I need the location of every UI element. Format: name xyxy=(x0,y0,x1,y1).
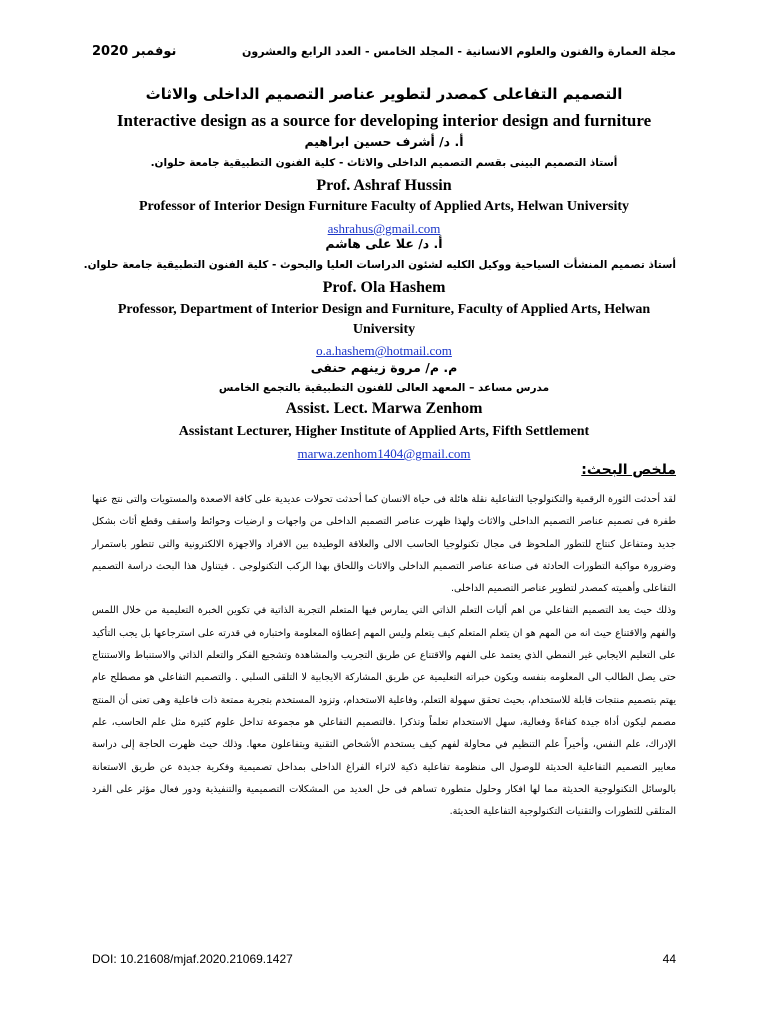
author-1-email-row xyxy=(92,218,676,237)
author-1-email-link[interactable]: ashrahus@gmail.com xyxy=(327,221,441,236)
author-3-english-affiliation: Assistant Lecturer, Higher Institute of Applied Arts, Fifth Settlement xyxy=(178,424,590,439)
doi-text: DOI: 10.21608/mjaf.2020.21069.1427 xyxy=(92,952,293,966)
author-1-arabic-affiliation: أستاذ التصميم البينى بقسم التصميم الداخلى والاثاث - كلية الفنون التطبيقية جامعة حلوان. xyxy=(150,157,618,169)
author-3-arabic-affiliation: مدرس مساعد – المعهد العالى للفنون التطبيقية بالتجمع الخامس xyxy=(218,382,550,394)
author-2-arabic-name: أ. د/ علا على هاشم xyxy=(325,236,443,251)
page-number: 44 xyxy=(662,952,676,966)
author-1-english-affiliation: Professor of Interior Design Furniture Faculty of Applied Arts, Helwan University xyxy=(138,199,630,214)
author-3-english-name: Assist. Lect. Marwa Zenhom xyxy=(285,400,483,417)
author-2-email-row xyxy=(92,340,676,359)
abstract-heading: ملخص البحث: xyxy=(581,462,676,478)
author-2-email-link[interactable]: o.a.hashem@hotmail.com xyxy=(316,343,452,358)
author-2-english-affiliation: Professor, Department of Interior Design and Furniture, Faculty of Applied Arts, Helwan University xyxy=(117,302,651,337)
author-3-email-link[interactable]: marwa.zenhom1404@gmail.com xyxy=(297,446,471,461)
page-footer xyxy=(92,952,676,966)
author-3-arabic-name: م. م/ مروة زينهم حنفى xyxy=(310,360,458,375)
english-title: Interactive design as a source for developing interior design and furniture xyxy=(116,111,652,130)
running-header xyxy=(92,44,676,59)
author-3-email-row xyxy=(92,443,676,462)
abstract-paragraph-1: لقد أحدثت الثورة الرقمية والتكنولوجيا التفاعلية نقلة هائلة فى حياة الانسان كما أحدثت تحولات عديدية على كافة الاصعدة والمستويات والتى نتج عنها طفرة فى تصميم عناصر التصميم الداخلى والاثاث ولهذا ظهرت عناصر التصميم الداخلى من واجهات و ارضيات وحوائط واسقف وقطع أثاث بشكل جديد ومتفاعل كنتاج للتطور الملحوظ فى مجال تكنولوجيا الحاسب الالى والعلاقة الوطيدة بين الافراد والاجهزة الالكترونية والتى تتطور باستمرار وضرورة مواكبة التطورات الحادثة فى صناعة عناصر التصميم الداخلى والاثاث واللحاق بهذا الركب التكنولوجى . فيتناول هذا البحث دراسة التصميم التفاعلى وأهميته كمصدر لتطوير عناصر التصميم الداخلى. xyxy=(92,494,676,595)
abstract-paragraph-2: وذلك حيث يعد التصميم التفاعلي من اهم أليات التعلم الذاتي التي يمارس فيها المتعلم التجربة الذاتية في تكوين الخبرة التعليمية من خلال اللمس والفهم والاقتناع حيث انه من المهم هو ان يتعلم المتعلم كيف يتعلم وليس المهم إعطاؤه المعلومة واختباره في قدرته على استرجاعها بل يجب التأكيد على التعليم الايجابي غير النمطي الذي يعتمد على الفهم والاقتناع عن طريق التجريب والمشاهدة وتشجيع الفكر والتعلم الذاتي والاستنباط والاستنتاج حتى يصل الطالب الى المعلومه بنفسه ويكون خبراته التعليمية عن طريق المشاركة الايجابية لا التلقى السلبي . والتصميم التفاعلي هو مصطلح عام يهتم بتصميم منتجات قابلة للاستخدام، بحيث تحقق سهولة التعلم، وفاعلية الاستخدام، وتزود المستخدم بتجربة ممتعة ذات فاعلية وهى تعنى أن المنتج مصمم ليكون أداة جيدة كفاءةً وفعالية، سهل الاستخدام تعلماً وتذكرا .فالتصميم التفاعلي هو مجموعة تداخل علوم كثيرة مثل علم الحاسب، علم الإدراك، علم النفس، وأخيراً علم التنظيم في محاولة لفهم كيف يستخدم الأشخاص التقنية ويتفاعلون معها. وذلك حيث ظهرت الحاجة إلى دراسة معايير التصميم التفاعلية الحديثة للوصول الى منظومة تفاعلية ذكية لاثراء الفراغ الداخلى بمداخل تصميمية وفكرية جديدة عن طريق الاستعانة بالوسائل التكنولوجية الحديثة مما لها افكار وحلول متطورة تساهم فى حل العديد من المشكلات التصميمية والتنفيذية ودور فعال مؤثر على الفرد المتلقى للتطورات والتقنيات التكنولوجية التفاعلية الحديثة. xyxy=(92,605,676,818)
author-1-english-name: Prof. Ashraf Hussin xyxy=(316,177,452,194)
journal-title: مجلة العمارة والفنون والعلوم الانسانية - المجلد الخامس - العدد الرابع والعشرون xyxy=(242,45,676,58)
author-1-arabic-name: أ. د/ أشرف حسين ابراهيم xyxy=(304,134,464,149)
arabic-title: التصميم التفاعلى كمصدر لتطوير عناصر التصميم الداخلى والاثاث xyxy=(145,85,623,103)
abstract-body xyxy=(92,489,676,823)
author-2-arabic-affiliation: أستاذ تصميم المنشأت السياحية ووكيل الكليه لشئون الدراسات العليا والبحوث - كلية الفنون التطبيقية جامعة حلوان. xyxy=(83,259,676,271)
issue-date: نوفمبر 2020 xyxy=(92,44,177,59)
author-2-english-name: Prof. Ola Hashem xyxy=(322,279,446,296)
